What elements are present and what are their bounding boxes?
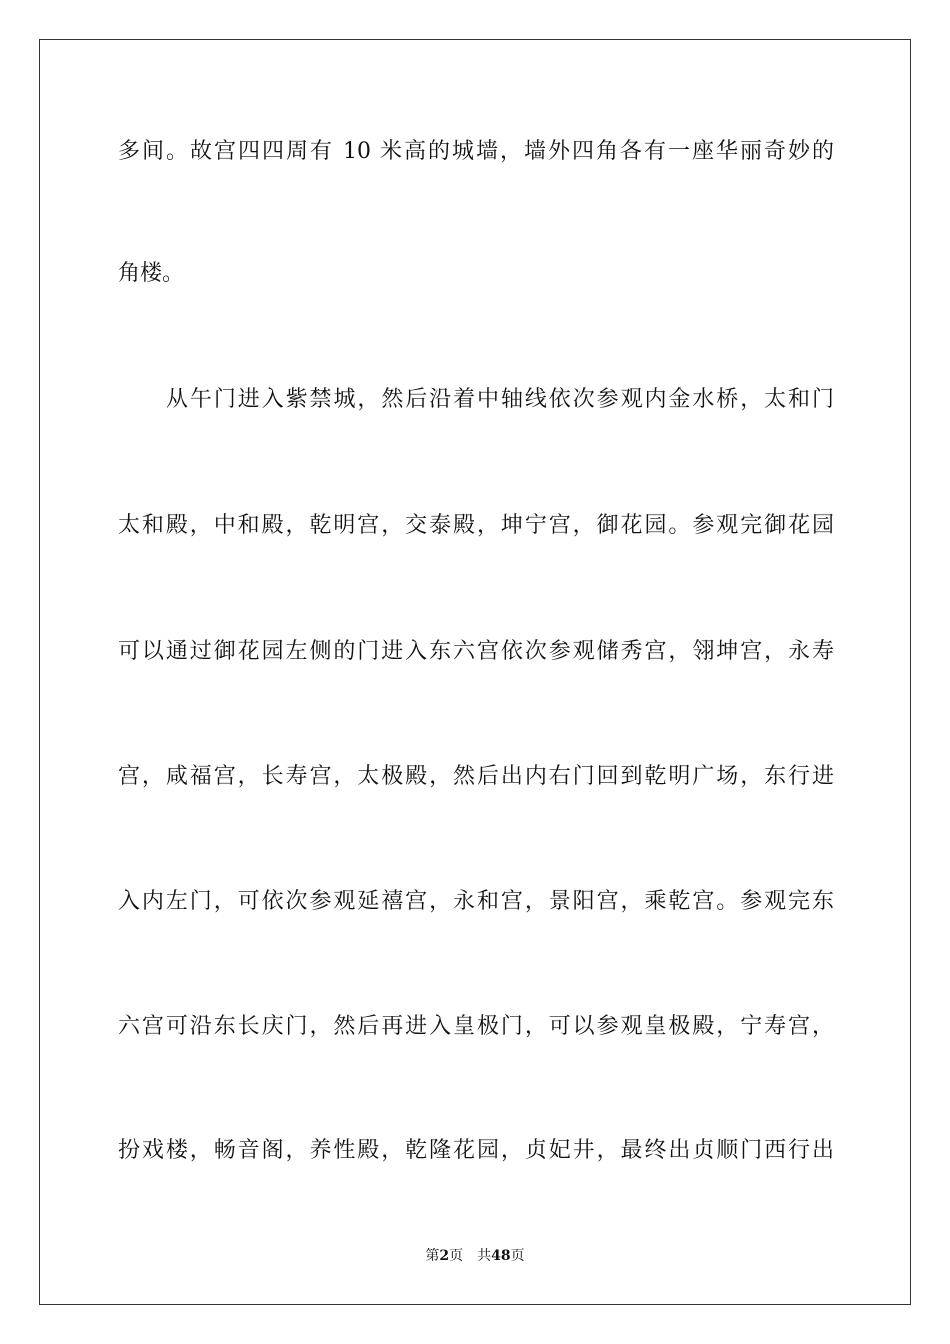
footer-total-suffix: 页: [510, 1248, 525, 1264]
paragraph-line-2: 角楼。: [118, 261, 185, 286]
footer-page-suffix: 页: [449, 1248, 464, 1264]
paragraph-line-3: 从午门进入紫禁城，然后沿着中轴线依次参观内金水桥，太和门: [166, 387, 834, 412]
page-border: [39, 39, 911, 1305]
paragraph-line-9: 扮戏楼，畅音阁，养性殿，乾隆花园，贞妃井，最终出贞顺门西行出: [118, 1138, 834, 1163]
paragraph-line-7: 入内左门，可依次参观延禧宫，永和宫，景阳宫，乘乾宫。参观完东: [118, 889, 834, 914]
page-footer: [0, 1247, 950, 1265]
footer-total-prefix: 共: [477, 1248, 492, 1264]
paragraph-line-5: 可以通过御花园左侧的门进入东六宫依次参观储秀宫，翎坤宫，永寿: [118, 639, 834, 664]
footer-page-prefix: 第: [425, 1248, 440, 1264]
paragraph-line-1: 多间。故宫四四周有 10 米高的城墙，墙外四角各有一座华丽奇妙的: [118, 139, 834, 164]
footer-page-number: 2: [439, 1248, 450, 1264]
paragraph-line-4: 太和殿，中和殿，乾明宫，交泰殿，坤宁宫，御花园。参观完御花园: [118, 513, 834, 538]
footer-total-pages: 48: [491, 1248, 511, 1264]
paragraph-line-8: 六宫可沿东长庆门，然后再进入皇极门，可以参观皇极殿，宁寿宫，: [118, 1014, 834, 1039]
paragraph-line-6: 宫，咸福宫，长寿宫，太极殿，然后出内右门回到乾明广场，东行进: [118, 764, 834, 789]
